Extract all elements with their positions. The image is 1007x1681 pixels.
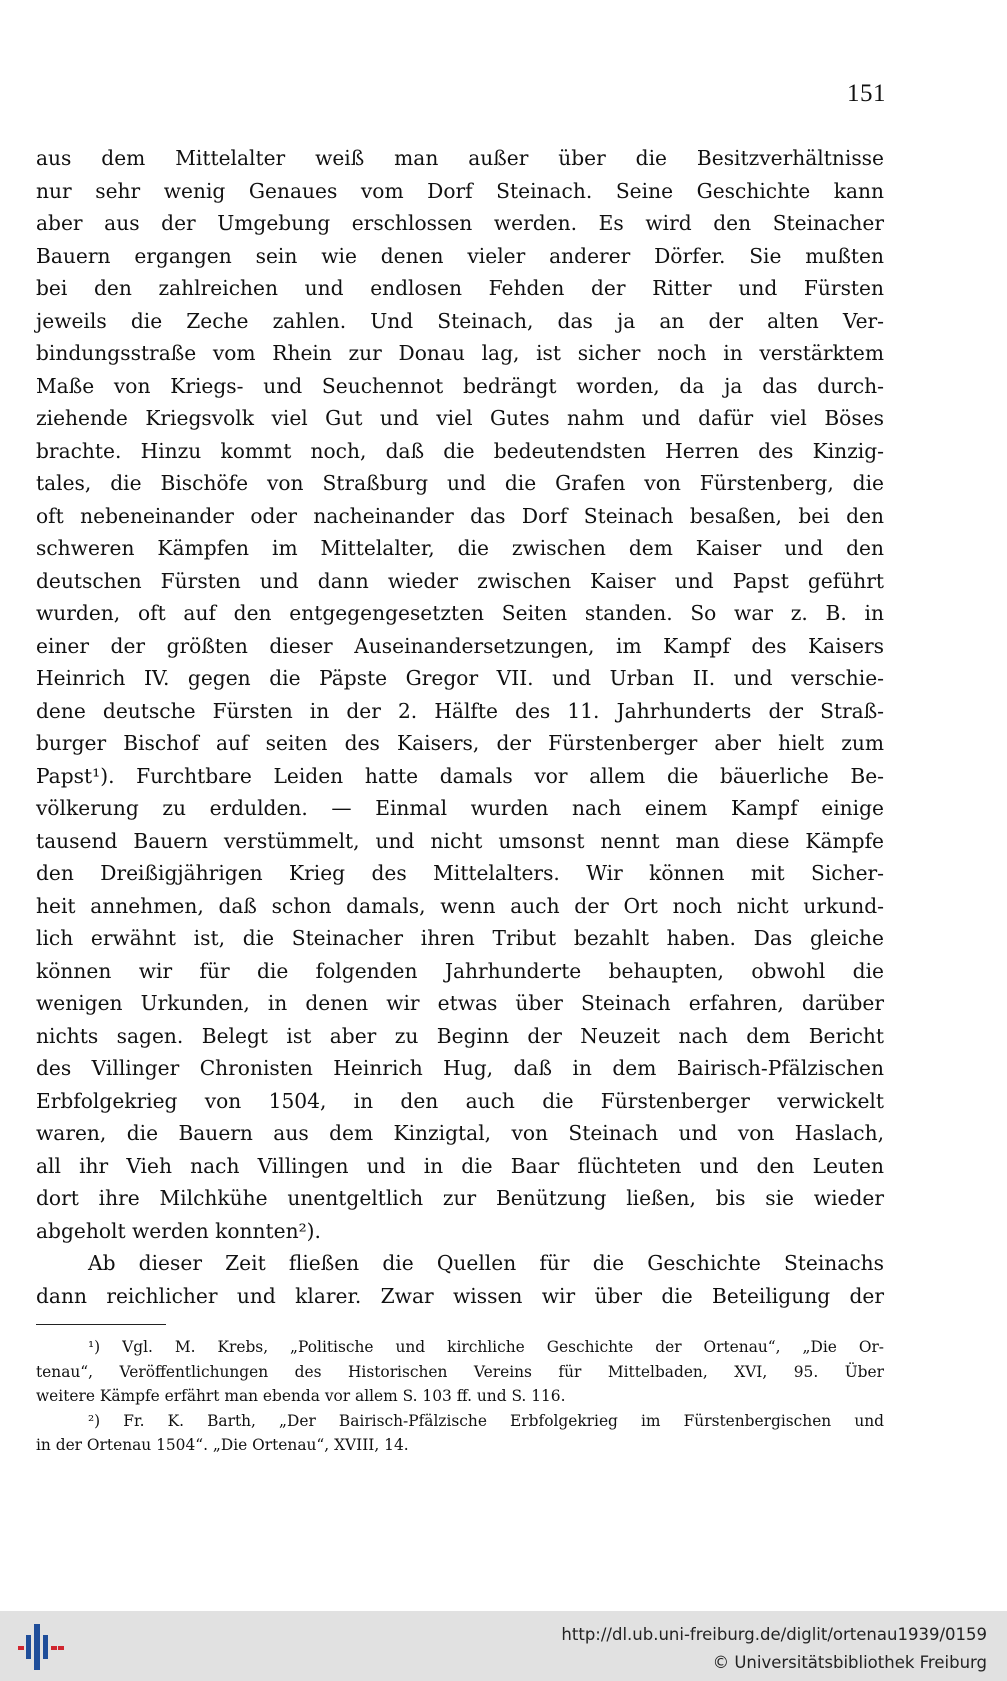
body-line: können wir für die folgenden Jahrhunderte behaupten, obwohl die <box>36 958 884 983</box>
body-line: deutschen Fürsten und dann wieder zwischen Kaiser und Papst geführt <box>36 568 884 593</box>
body-line: burger Bischof auf seiten des Kaisers, der Fürstenberger aber hielt zum <box>36 731 884 755</box>
body-line: lich erwähnt ist, die Steinacher ihren Tribut bezahlt haben. Das gleiche <box>36 926 884 950</box>
body-line: dene deutsche Fürsten in der 2. Hälfte des 11. Jahrhunderts der Straß- <box>36 698 884 723</box>
body-line: dort ihre Milchkühe unentgeltlich zur Benützung ließen, bis sie wieder <box>36 1186 884 1210</box>
body-line: wenigen Urkunden, in denen wir etwas über Steinach erfahren, darüber <box>36 991 884 1015</box>
body-line: bindungsstraße vom Rhein zur Donau lag, ist sicher noch in verstärktem <box>36 341 884 365</box>
footnote-line: in der Ortenau 1504“. „Die Ortenau“, XVIII, 14. <box>36 1436 409 1454</box>
body-line: nichts sagen. Belegt ist aber zu Beginn der Neuzeit nach dem Bericht <box>36 1023 884 1048</box>
footnote-line: ¹) Vgl. M. Krebs, „Politische und kirchliche Geschichte der Ortenau“, „Die Or- <box>88 1338 884 1356</box>
body-line: bei den zahlreichen und endlosen Fehden der Ritter und Fürsten <box>36 276 884 300</box>
body-line: ziehende Kriegsvolk viel Gut und viel Gutes nahm und dafür viel Böses <box>36 406 884 430</box>
permalink-url[interactable]: http://dl.ub.uni-freiburg.de/diglit/ortenau1939/0159 <box>561 1625 987 1644</box>
body-line: dann reichlicher und klarer. Zwar wissen wir über die Beteiligung der <box>36 1283 884 1308</box>
body-line: den Dreißigjährigen Krieg des Mittelalters. Wir können mit Sicher- <box>36 861 884 885</box>
body-line: tales, die Bischöfe von Straßburg und die Grafen von Fürstenberg, die <box>36 471 884 495</box>
body-line: Ab dieser Zeit fließen die Quellen für die Geschichte Steinachs <box>88 1251 884 1275</box>
body-line: schweren Kämpfen im Mittelalter, die zwischen dem Kaiser und den <box>36 536 884 560</box>
body-line: jeweils die Zeche zahlen. Und Steinach, das ja an der alten Ver- <box>36 308 884 333</box>
footnote-line: ²) Fr. K. Barth, „Der Bairisch-Pfälzische Erbfolgekrieg im Fürstenbergischen und <box>88 1411 884 1430</box>
body-line: Bauern ergangen sein wie denen vieler anderer Dörfer. Sie mußten <box>36 243 884 268</box>
body-line: des Villinger Chronisten Heinrich Hug, daß in dem Bairisch-Pfälzischen <box>36 1056 884 1080</box>
body-line: Maße von Kriegs- und Seuchennot bedrängt worden, da ja das durch- <box>36 373 884 398</box>
page-number: 151 <box>847 80 886 107</box>
body-line: tausend Bauern verstümmelt, und nicht umsonst nennt man diese Kämpfe <box>36 828 884 853</box>
ub-freiburg-logo-icon <box>18 1621 64 1673</box>
body-line: heit annehmen, daß schon damals, wenn auch der Ort noch nicht urkund- <box>36 893 884 918</box>
body-line: völkerung zu erdulden. — Einmal wurden nach einem Kampf einige <box>36 796 884 820</box>
body-line: aus dem Mittelalter weiß man außer über die Besitzverhältnisse <box>36 146 884 170</box>
body-line: waren, die Bauern aus dem Kinzigtal, von Steinach und von Haslach, <box>36 1121 884 1145</box>
body-line: einer der größten dieser Auseinandersetzungen, im Kampf des Kaisers <box>36 633 884 658</box>
footnote-divider <box>36 1324 166 1325</box>
body-line: Papst¹). Furchtbare Leiden hatte damals vor allem die bäuerliche Be- <box>36 763 884 788</box>
body-line: oft nebeneinander oder nacheinander das Dorf Steinach besaßen, bei den <box>36 503 884 528</box>
body-line: abgeholt werden konnten²). <box>36 1218 321 1243</box>
body-line: aber aus der Umgebung erschlossen werden. Es wird den Steinacher <box>36 211 884 235</box>
footnote-line: weitere Kämpfe erfährt man ebenda vor allem S. 103 ff. und S. 116. <box>36 1387 566 1405</box>
body-line: brachte. Hinzu kommt noch, daß die bedeutendsten Herren des Kinzig- <box>36 438 884 463</box>
body-line: nur sehr wenig Genaues vom Dorf Steinach. Seine Geschichte kann <box>36 178 884 203</box>
footer-bar <box>0 1611 1007 1681</box>
body-line: wurden, oft auf den entgegengesetzten Seiten standen. So war z. B. in <box>36 601 884 625</box>
body-line: all ihr Vieh nach Villingen und in die Baar flüchteten und den Leuten <box>36 1153 884 1178</box>
copyright-notice: © Universitätsbibliothek Freiburg <box>712 1653 987 1672</box>
body-text <box>36 142 884 1312</box>
footnote-line: tenau“, Veröffentlichungen des Historischen Vereins für Mittelbaden, XVI, 95. Über <box>36 1362 884 1381</box>
footnotes <box>36 1335 884 1458</box>
body-line: Erbfolgekrieg von 1504, in den auch die Fürstenberger verwickelt <box>36 1088 884 1113</box>
body-line: Heinrich IV. gegen die Päpste Gregor VII. und Urban II. und verschie- <box>36 666 884 690</box>
